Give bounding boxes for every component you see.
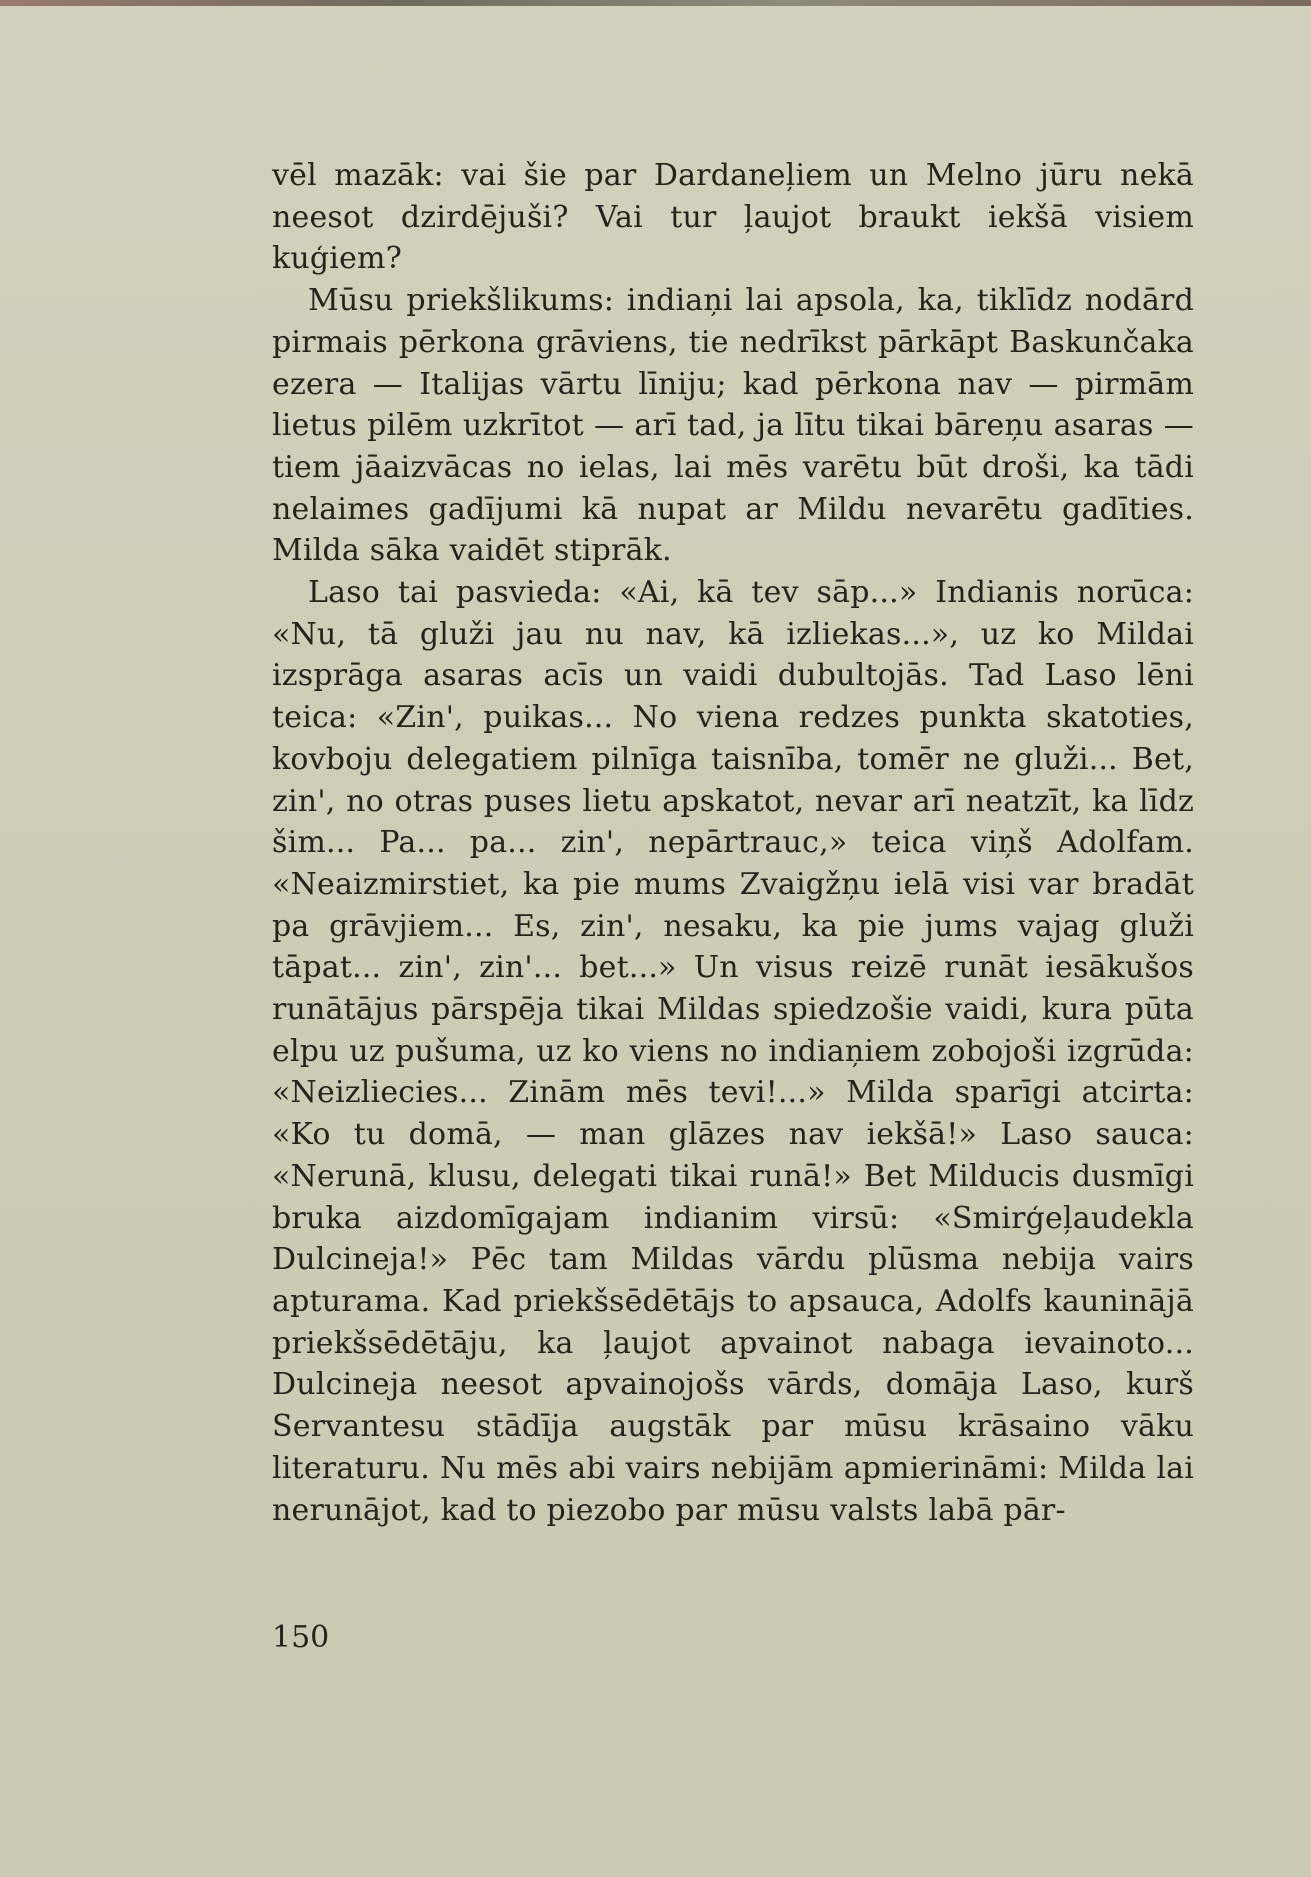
page-number: 150 bbox=[272, 1620, 330, 1655]
body-text bbox=[272, 155, 1194, 1531]
page-top-edge bbox=[0, 0, 1311, 6]
paragraph-proposal: Mūsu priekšlikums: indiaņi lai apsola, ka, tiklīdz nodārd pirmais pērkona grāviens, tie nedrīkst pārkāpt Baskunčaka ezera — Italijas vārtu līniju; kad pērkona nav — pirmām lietus pilēm uzkrītot — arī tad, ja lītu tikai bāreņu asaras — tiem jāaizvācas no ielas, lai mēs varētu būt droši, ka tādi nelaimes gadījumi kā nupat ar Mildu nevarētu gadīties. Milda sāka vaidēt stiprāk. bbox=[272, 283, 1194, 569]
paragraph-laso-dialogue: Laso tai pasvieda: «Ai, kā tev sāp...» Indianis norūca: «Nu, tā gluži jau nu nav, kā izliekas...», uz ko Mildai izsprāga asaras acīs un vaidi dubultojās. Tad Laso lēni teica: «Zin', puikas... No viena redzes punkta skatoties, kovboju delegatiem pilnīga taisnība, tomēr ne gluži... Bet, zin', no otras puses lietu apskatot, nevar arī neatzīt, ka līdz šim... Pa... pa... zin', nepārtrauc,» teica viņš Adolfam. «Neaizmirstiet, ka pie mums Zvaigžņu ielā visi var bradāt pa grāvjiem... Es, zin', nesaku, ka pie jums vajag gluži tāpat... zin', zin'... bet...» Un visus reizē runāt iesākušos runātājus pārspēja tikai Mildas spiedzošie vaidi, kura pūta elpu uz pušuma, uz ko viens no indiaņiem zobojoši izgrūda: «Neizliecies... Zinām mēs tevi!...» Milda sparīgi atcirta: «Ko tu domā, — man glāzes nav iekšā!» Laso sauca: «Nerunā, klusu, delegati tikai runā!» Bet Milducis dusmīgi bruka aizdomīgajam indianim virsū: «Smirģeļaudekla Dulcineja!» Pēc tam Mildas vārdu plūsma nebija vairs apturama. Kad priekšsēdētājs to apsauca, Adolfs kauninājā priekšsēdētāju, ka ļaujot apvainot nabaga ievainoto... Dulcineja neesot apvainojošs vārds, domāja Laso, kurš Servantesu stādīja augstāk par mūsu krāsaino vāku literaturu. Nu mēs abi vairs nebijām apmierināmi: Milda lai nerunājot, kad to piezobo par mūsu valsts labā pār- bbox=[272, 575, 1194, 1528]
paragraph-continuation: vēl mazāk: vai šie par Dardaneļiem un Melno jūru nekā neesot dzirdējuši? Vai tur ļaujot braukt iekšā visiem kuģiem? bbox=[272, 158, 1194, 277]
